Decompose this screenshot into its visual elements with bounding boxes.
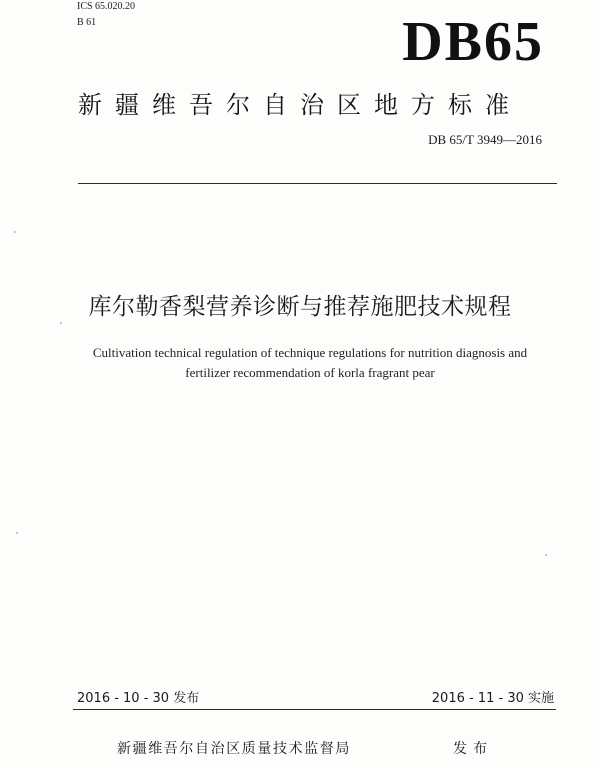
document-title-english xyxy=(50,343,570,383)
scan-speck xyxy=(16,532,18,534)
standard-logo: DB65 xyxy=(402,11,544,73)
scan-speck xyxy=(60,322,62,324)
header-divider xyxy=(78,183,557,184)
issue-date: 2016 - 10 - 30 发布 xyxy=(77,691,200,706)
footer-divider xyxy=(73,709,556,710)
scan-speck xyxy=(14,231,16,233)
english-title-line-2: fertilizer recommendation of korla fragrant pear xyxy=(185,365,435,380)
document-title-chinese: 库尔勒香梨营养诊断与推荐施肥技术规程 xyxy=(88,294,512,320)
english-title-line-1: Cultivation technical regulation of technique regulations for nutrition diagnosis and xyxy=(92,345,528,360)
issuing-authority: 新疆维吾尔自治区质量技术监督局 xyxy=(117,741,351,757)
issue-label: 发布 xyxy=(453,741,493,757)
ics-code: ICS 65.020.20 xyxy=(77,1,136,12)
implementation-date: 2016 - 11 - 30 实施 xyxy=(431,691,554,706)
ccs-code: B 61 xyxy=(77,17,97,28)
standard-number: DB 65/T 3949—2016 xyxy=(428,132,542,147)
scan-speck xyxy=(545,554,547,556)
standard-type-heading: 新疆维吾尔自治区地方标准 xyxy=(78,91,522,119)
